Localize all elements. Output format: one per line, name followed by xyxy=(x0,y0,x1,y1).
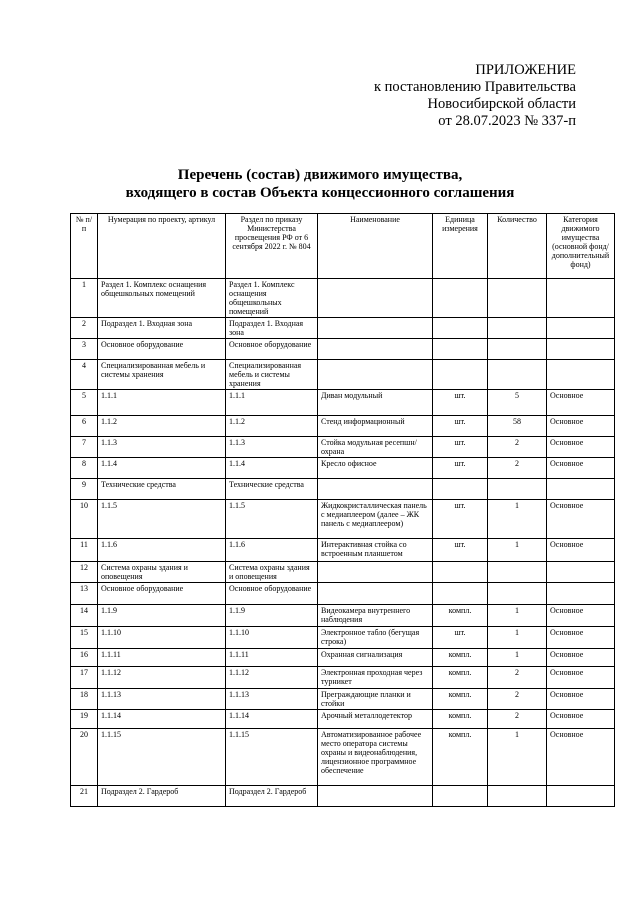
row-category: Основное xyxy=(547,539,615,562)
row-number: 12 xyxy=(71,562,98,583)
row-category xyxy=(547,339,615,360)
row-name: Интерактивная стойка со встроенным планшетом xyxy=(318,539,433,562)
table-row xyxy=(71,729,615,786)
row-quantity xyxy=(488,562,547,583)
row-name: Преграждающие планки и стойки xyxy=(318,689,433,710)
row-unit xyxy=(433,479,488,500)
row-unit: компл. xyxy=(433,710,488,729)
row-name: Стойка модульная ресепшн/охрана xyxy=(318,437,433,458)
row-number: 3 xyxy=(71,339,98,360)
table-row xyxy=(71,458,615,479)
row-section: Основное оборудование xyxy=(226,583,318,605)
row-section: 1.1.15 xyxy=(226,729,318,786)
row-name xyxy=(318,583,433,605)
header-article: Нумерация по проекту, артикул xyxy=(98,214,226,279)
row-section: 1.1.6 xyxy=(226,539,318,562)
row-unit: компл. xyxy=(433,605,488,627)
row-quantity: 2 xyxy=(488,458,547,479)
row-number: 18 xyxy=(71,689,98,710)
row-section: 1.1.13 xyxy=(226,689,318,710)
row-number: 4 xyxy=(71,360,98,390)
row-article: Основное оборудование xyxy=(98,583,226,605)
table-row xyxy=(71,786,615,807)
row-section: 1.1.1 xyxy=(226,390,318,416)
row-section: Подраздел 1. Входная зона xyxy=(226,318,318,339)
row-name: Кресло офисное xyxy=(318,458,433,479)
row-number: 14 xyxy=(71,605,98,627)
row-category: Основное xyxy=(547,605,615,627)
row-name: Арочный металлодетектор xyxy=(318,710,433,729)
row-category: Основное xyxy=(547,729,615,786)
row-category xyxy=(547,318,615,339)
table-body xyxy=(71,279,615,807)
table-row xyxy=(71,583,615,605)
row-article: Подраздел 1. Входная зона xyxy=(98,318,226,339)
table-row xyxy=(71,500,615,539)
row-section: 1.1.14 xyxy=(226,710,318,729)
row-quantity: 1 xyxy=(488,500,547,539)
row-unit: компл. xyxy=(433,667,488,689)
row-unit: шт. xyxy=(433,437,488,458)
region-name: Новосибирской области xyxy=(427,96,576,112)
row-article: 1.1.9 xyxy=(98,605,226,627)
row-number: 5 xyxy=(71,390,98,416)
row-section: Система охраны здания и оповещения xyxy=(226,562,318,583)
row-category xyxy=(547,479,615,500)
row-article: Раздел 1. Комплекс оснащения общешкольных помещений xyxy=(98,279,226,318)
row-article: Основное оборудование xyxy=(98,339,226,360)
row-section: Специализированная мебель и системы хранения xyxy=(226,360,318,390)
row-category: Основное xyxy=(547,416,615,437)
row-section: Подраздел 2. Гардероб xyxy=(226,786,318,807)
table-row xyxy=(71,318,615,339)
row-quantity: 1 xyxy=(488,605,547,627)
row-article: Технические средства xyxy=(98,479,226,500)
title-line-2: входящего в состав Объекта концессионного соглашения xyxy=(125,185,515,201)
row-article: 1.1.1 xyxy=(98,390,226,416)
row-name xyxy=(318,479,433,500)
row-unit xyxy=(433,562,488,583)
row-section: 1.1.12 xyxy=(226,667,318,689)
row-quantity: 1 xyxy=(488,649,547,667)
table-row xyxy=(71,479,615,500)
header-quantity: Количество xyxy=(488,214,547,279)
row-section: 1.1.2 xyxy=(226,416,318,437)
row-unit: компл. xyxy=(433,729,488,786)
row-article: Подраздел 2. Гардероб xyxy=(98,786,226,807)
row-category: Основное xyxy=(547,649,615,667)
row-quantity: 1 xyxy=(488,627,547,649)
row-quantity xyxy=(488,583,547,605)
row-article: 1.1.6 xyxy=(98,539,226,562)
row-quantity: 5 xyxy=(488,390,547,416)
row-section: 1.1.9 xyxy=(226,605,318,627)
table-header-row xyxy=(71,214,615,279)
appendix-label: ПРИЛОЖЕНИЕ xyxy=(475,62,576,78)
row-number: 16 xyxy=(71,649,98,667)
row-unit: шт. xyxy=(433,539,488,562)
row-quantity: 2 xyxy=(488,667,547,689)
row-name: Электронная проходная через турникет xyxy=(318,667,433,689)
row-number: 8 xyxy=(71,458,98,479)
row-category: Основное xyxy=(547,710,615,729)
row-article: 1.1.5 xyxy=(98,500,226,539)
row-quantity xyxy=(488,479,547,500)
row-article: 1.1.12 xyxy=(98,667,226,689)
row-number: 13 xyxy=(71,583,98,605)
property-table xyxy=(70,213,615,807)
row-quantity: 1 xyxy=(488,729,547,786)
row-category xyxy=(547,360,615,390)
table-row xyxy=(71,627,615,649)
row-unit xyxy=(433,318,488,339)
row-category: Основное xyxy=(547,437,615,458)
row-article: Система охраны здания и оповещения xyxy=(98,562,226,583)
row-unit: компл. xyxy=(433,649,488,667)
row-quantity xyxy=(488,360,547,390)
header-name: Наименование xyxy=(318,214,433,279)
row-name: Автоматизированное рабочее место оператора системы охраны и видеонаблюдения, лицензионное программное обеспечение xyxy=(318,729,433,786)
table-row xyxy=(71,390,615,416)
row-name xyxy=(318,279,433,318)
row-article: 1.1.14 xyxy=(98,710,226,729)
row-section: 1.1.11 xyxy=(226,649,318,667)
resolution-reference: к постановлению Правительства xyxy=(374,79,576,95)
row-number: 9 xyxy=(71,479,98,500)
row-category xyxy=(547,562,615,583)
table-row xyxy=(71,279,615,318)
row-unit xyxy=(433,360,488,390)
row-quantity xyxy=(488,279,547,318)
row-section: Технические средства xyxy=(226,479,318,500)
row-quantity xyxy=(488,786,547,807)
row-category xyxy=(547,786,615,807)
row-number: 15 xyxy=(71,627,98,649)
resolution-date-number: от 28.07.2023 № 337-п xyxy=(438,113,576,129)
row-name: Охранная сигнализация xyxy=(318,649,433,667)
row-number: 2 xyxy=(71,318,98,339)
row-unit: шт. xyxy=(433,390,488,416)
row-quantity: 1 xyxy=(488,539,547,562)
row-quantity xyxy=(488,318,547,339)
row-quantity: 58 xyxy=(488,416,547,437)
row-category: Основное xyxy=(547,627,615,649)
row-number: 17 xyxy=(71,667,98,689)
table-row xyxy=(71,339,615,360)
row-name xyxy=(318,786,433,807)
table-row xyxy=(71,437,615,458)
row-name: Видеокамера внутреннего наблюдения xyxy=(318,605,433,627)
row-number: 6 xyxy=(71,416,98,437)
row-quantity: 2 xyxy=(488,710,547,729)
row-unit xyxy=(433,583,488,605)
row-section: Основное оборудование xyxy=(226,339,318,360)
document-header xyxy=(374,62,576,130)
row-category: Основное xyxy=(547,667,615,689)
row-article: 1.1.2 xyxy=(98,416,226,437)
row-article: 1.1.4 xyxy=(98,458,226,479)
row-article: 1.1.11 xyxy=(98,649,226,667)
table-row xyxy=(71,710,615,729)
row-category: Основное xyxy=(547,689,615,710)
row-name xyxy=(318,562,433,583)
row-name xyxy=(318,339,433,360)
row-name xyxy=(318,360,433,390)
row-article: 1.1.3 xyxy=(98,437,226,458)
row-name: Диван модульный xyxy=(318,390,433,416)
row-category: Основное xyxy=(547,390,615,416)
table-row xyxy=(71,689,615,710)
header-section: Раздел по приказу Министерства просвещения РФ от 6 сентября 2022 г. № 804 xyxy=(226,214,318,279)
row-number: 10 xyxy=(71,500,98,539)
row-unit xyxy=(433,279,488,318)
table-row xyxy=(71,562,615,583)
table-row xyxy=(71,667,615,689)
row-section: Раздел 1. Комплекс оснащения общешкольных помещений xyxy=(226,279,318,318)
header-number: № п/п xyxy=(71,214,98,279)
row-article: 1.1.15 xyxy=(98,729,226,786)
row-quantity: 2 xyxy=(488,437,547,458)
table-row xyxy=(71,360,615,390)
row-section: 1.1.5 xyxy=(226,500,318,539)
row-name: Стенд информационный xyxy=(318,416,433,437)
row-article: 1.1.10 xyxy=(98,627,226,649)
title-line-1: Перечень (состав) движимого имущества, xyxy=(177,167,463,183)
table-row xyxy=(71,649,615,667)
row-number: 20 xyxy=(71,729,98,786)
row-unit: шт. xyxy=(433,458,488,479)
row-name: Жидкокристаллическая панель с медиаплеером (далее – ЖК панель с медиаплеером) xyxy=(318,500,433,539)
row-number: 7 xyxy=(71,437,98,458)
row-article: 1.1.13 xyxy=(98,689,226,710)
row-category xyxy=(547,279,615,318)
row-number: 11 xyxy=(71,539,98,562)
row-number: 21 xyxy=(71,786,98,807)
row-quantity xyxy=(488,339,547,360)
table-row xyxy=(71,605,615,627)
row-unit: шт. xyxy=(433,500,488,539)
row-article: Специализированная мебель и системы хранения xyxy=(98,360,226,390)
row-quantity: 2 xyxy=(488,689,547,710)
row-unit: шт. xyxy=(433,627,488,649)
table-row xyxy=(71,539,615,562)
row-section: 1.1.3 xyxy=(226,437,318,458)
header-category: Категория движимого имущества (основной фонд/ дополнительный фонд) xyxy=(547,214,615,279)
row-name: Электронное табло (бегущая строка) xyxy=(318,627,433,649)
row-unit: шт. xyxy=(433,416,488,437)
row-number: 1 xyxy=(71,279,98,318)
row-section: 1.1.10 xyxy=(226,627,318,649)
row-category: Основное xyxy=(547,458,615,479)
row-name xyxy=(318,318,433,339)
row-unit xyxy=(433,786,488,807)
document-title xyxy=(0,166,640,202)
row-section: 1.1.4 xyxy=(226,458,318,479)
table-row xyxy=(71,416,615,437)
row-number: 19 xyxy=(71,710,98,729)
row-unit: компл. xyxy=(433,689,488,710)
row-category: Основное xyxy=(547,500,615,539)
row-category xyxy=(547,583,615,605)
row-unit xyxy=(433,339,488,360)
header-unit: Единица измерения xyxy=(433,214,488,279)
